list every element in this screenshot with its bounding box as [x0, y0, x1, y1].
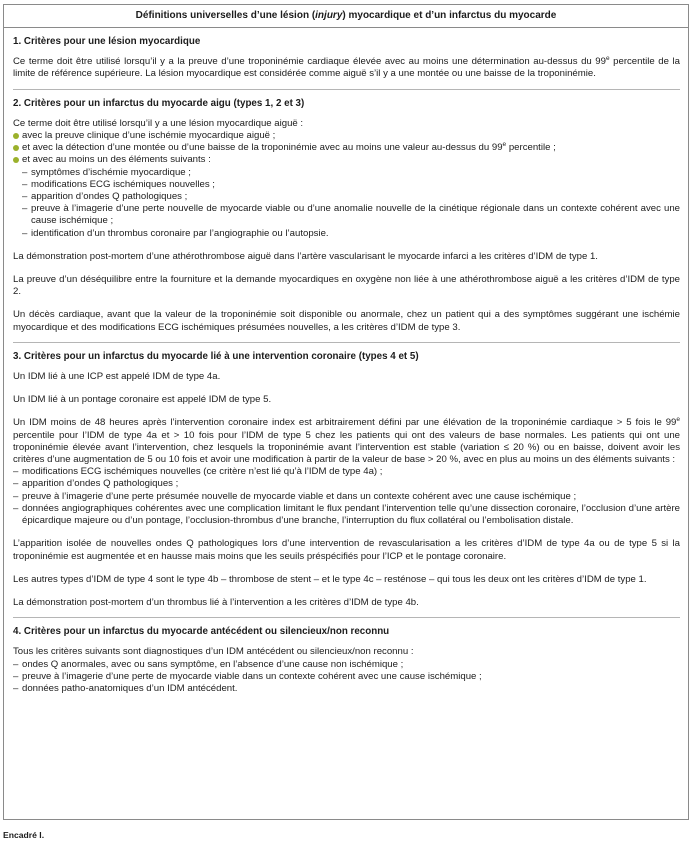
dash-item: – identification d’un thrombus coronaire par l’angiographie ou l’autopsie. — [22, 227, 329, 239]
paragraph: La démonstration post-mortem d’un thrombus lié à l’intervention a les critères d’IDM de type 4b. — [13, 596, 419, 608]
dash-item: – preuve à l’imagerie d’une perte de myocarde viable dans un contexte cohérent avec une cause ischémique ; — [13, 670, 482, 682]
paragraph: Un IDM lié à un pontage coronaire est appelé IDM de type 5. — [13, 394, 272, 406]
section-2-heading: 2. Critères pour un infarctus du myocarde aigu (types 1, 2 et 3) — [13, 97, 305, 109]
dash-item: – données angiographiques cohérentes avec une complication limitant le flux pendant l’intervention telle qu’une dissection coronaire, l’occlusion d’une artère épicardique majeure ou d’un pontage, l’occlusion-thrombus d’une branche, l’interruption du flux collatéral ou l’embolisation distale. — [13, 502, 680, 527]
dash-item: – apparition d’ondes Q pathologiques ; — [22, 191, 188, 203]
section-4-heading: 4. Critères pour un infarctus du myocarde antécédent ou silencieux/non reconnu — [13, 626, 390, 638]
green-bullet-icon — [13, 133, 19, 139]
dash-item: – modifications ECG ischémiques nouvelles (ce critère n’est lié qu’à l’IDM de type 4a) ; — [13, 466, 383, 478]
dash-item: – preuve à l’imagerie d’une perte nouvelle de myocarde viable ou d’une anomalie nouvelle de la cinétique régionale dans un contexte cohérent avec une cause ischémique ; — [22, 203, 680, 227]
dash-item: – modifications ECG ischémiques nouvelles ; — [22, 178, 215, 190]
paragraph: Un IDM moins de 48 heures après l’intervention coronaire index est arbitrairement défini par une élévation de la troponinémie cardiaque > 5 fois le 99e percentile pour l’IDM de type 4a et > 10 fois pour l’IDM de type 5 chez les patients qui ont des valeurs de base normales. Les patients qui ont une troponinémie élevée avant l’intervention, chez lesquels la troponinémie avant l’intervention est stable (variation ≤ 20 %) ou en baisse, doivent avoir les critères d’une augmentation de 5 ou 10 fois et avoir une modification à partir de la valeur de base > 20 %, avec en plus au moins un des éléments suivants : — [13, 416, 680, 466]
box-caption: Encadré I. — [3, 830, 45, 840]
box-title: Définitions universelles d’une lésion (injury) myocardique et d’un infarctus du myocarde — [4, 5, 688, 28]
dash-item: – apparition d’ondes Q pathologiques ; — [13, 478, 179, 490]
section-2-intro: Ce terme doit être utilisé lorsqu’il y a une lésion myocardique aiguë : — [13, 117, 304, 129]
bullet-item: et avec au moins un des éléments suivants : — [13, 154, 680, 166]
dash-item: – ondes Q anormales, avec ou sans symptôme, en l’absence d’une cause non ischémique ; — [13, 658, 404, 670]
section-1-heading: 1. Critères pour une lésion myocardique — [13, 36, 201, 47]
section-3-heading: 3. Critères pour un infarctus du myocarde lié à une intervention coronaire (types 4 et 5) — [13, 350, 419, 362]
section-3 — [13, 343, 680, 618]
paragraph: Un décès cardiaque, avant que la valeur de la troponinémie soit disponible ou anormale, chez un patient qui a des symptômes suggérant une ischémie myocardique et des modifications ECG ischémiques présumées nouvelles, a les critères d’IDM de type 3. — [13, 309, 680, 333]
section-4 — [13, 618, 680, 703]
definitions-box — [3, 4, 689, 820]
section-1-paragraph: Ce terme doit être utilisé lorsqu’il y a la preuve d’une troponinémie cardiaque élevée avec au moins une détermination au-dessus du 99e percentile de la limite de référence supérieure. La lésion myocardique est considérée comme aiguë s’il y a une montée ou une baisse de la troponinémie. — [13, 55, 680, 80]
paragraph: Les autres types d’IDM de type 4 sont le type 4b – thrombose de stent – et le type 4c – resténose – qui tous les deux ont les critères d’IDM de type 1. — [13, 573, 647, 585]
section-1 — [13, 28, 680, 90]
bullet-item: avec la preuve clinique d’une ischémie myocardique aiguë ; — [13, 130, 680, 142]
section-4-intro: Tous les critères suivants sont diagnostiques d’un IDM antécédent ou silencieux/non reconnu : — [13, 646, 414, 658]
dash-item: – symptômes d’ischémie myocardique ; — [22, 166, 191, 178]
dash-item: – preuve à l’imagerie d’une perte présumée nouvelle de myocarde viable et dans un contexte cohérent avec une cause ischémique ; — [13, 490, 577, 502]
bullet-item: et avec la détection d’une montée ou d’une baisse de la troponinémie avec au moins une valeur au-dessus du 99e percentile ; — [13, 142, 680, 154]
green-bullet-icon — [13, 145, 19, 151]
section-2 — [13, 90, 680, 343]
paragraph: Un IDM lié à une ICP est appelé IDM de type 4a. — [13, 371, 221, 383]
paragraph: La preuve d’un déséquilibre entre la fourniture et la demande myocardiques en oxygène non liée à une athérothrombose aiguë a les critères d’IDM de type 2. — [13, 274, 680, 298]
paragraph: L’apparition isolée de nouvelles ondes Q pathologiques lors d’une intervention de revascularisation a les critères d’IDM de type 4a ou de type 5 si la troponinémie est augmentée et en hausse mais moins que les seuils préspécifiés pour l’ICP et le pontage coronaire. — [13, 538, 680, 562]
dash-item: – données patho-anatomiques d’un IDM antécédent. — [13, 682, 238, 694]
paragraph: La démonstration post-mortem d’une athérothrombose aiguë dans l’artère vascularisant le myocarde infarci a les critères d’IDM de type 1. — [13, 250, 598, 262]
green-bullet-icon — [13, 157, 19, 163]
